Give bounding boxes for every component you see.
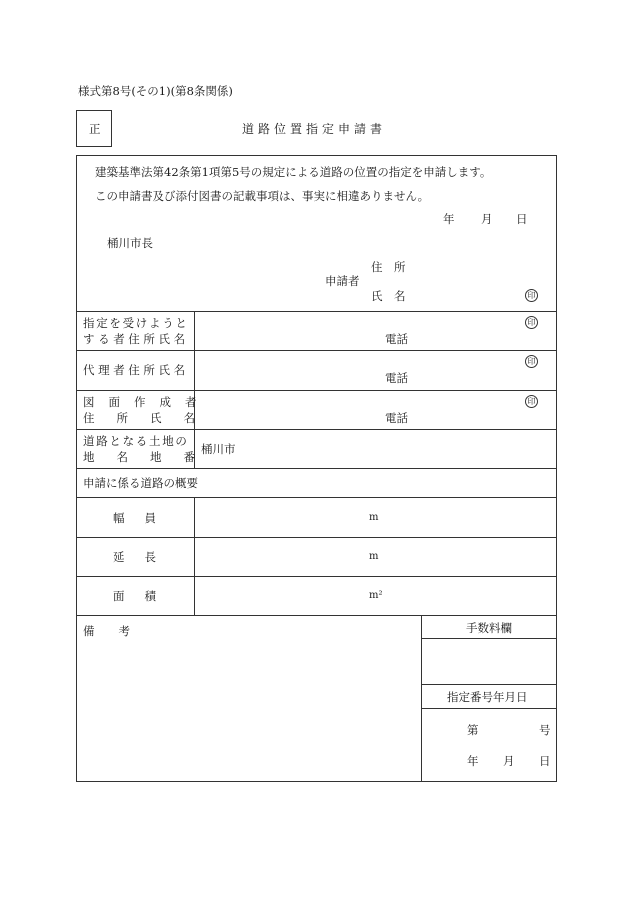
area-input[interactable]: [196, 577, 556, 614]
width-unit: m: [369, 512, 379, 523]
divider: [421, 708, 557, 709]
divider: [194, 497, 195, 615]
applicant-label: 申請者: [325, 274, 360, 288]
agent-label: 代理者住所氏名: [83, 363, 189, 377]
number-prefix: 第: [467, 723, 479, 737]
land-label: 道路となる土地の: [83, 434, 189, 448]
remarks-input[interactable]: [78, 640, 418, 780]
fee-input[interactable]: [423, 640, 556, 683]
drafter-input[interactable]: [196, 391, 521, 427]
width-input[interactable]: [196, 498, 556, 536]
form-number: 様式第8号(その1)(第8条関係): [78, 84, 233, 98]
divider: [76, 468, 557, 469]
seal-icon: 印: [525, 355, 538, 368]
address-label: 住 所: [371, 260, 406, 274]
designee-label: 指定を受けようと: [83, 316, 189, 330]
page-title: 道路位置指定申請書: [242, 122, 387, 136]
date-day: 日: [516, 212, 528, 226]
divider: [76, 429, 557, 430]
drafter-label: [83, 411, 217, 425]
date-month: 月: [481, 212, 493, 226]
divider: [76, 615, 557, 616]
phone-label: 電話: [385, 371, 408, 385]
fee-label: 手数料欄: [466, 621, 512, 635]
area-unit: m²: [369, 590, 383, 601]
length-unit: m: [369, 551, 379, 562]
designation-day: 日: [539, 754, 551, 768]
drafter-label-text: 図面作成者: [83, 395, 211, 409]
intro-declaration: この申請書及び添付図書の記載事項は、事実に相違ありません。: [95, 189, 430, 203]
seal-icon: 印: [525, 289, 538, 302]
length-input[interactable]: [196, 538, 556, 575]
designation-year: 年: [467, 754, 479, 768]
date-year: 年: [443, 212, 455, 226]
seal-icon: 印: [525, 316, 538, 329]
land-value[interactable]: 桶川市: [201, 442, 236, 456]
designee-input[interactable]: [196, 312, 521, 348]
designee-label: する者住所氏名: [83, 332, 189, 346]
designation-label: 指定番号年月日: [447, 690, 528, 704]
copy-mark: 正: [89, 122, 101, 136]
area-label: 面積: [113, 589, 176, 603]
addressee: 桶川市長: [107, 236, 153, 250]
phone-label: 電話: [385, 332, 408, 346]
divider: [421, 615, 422, 782]
remarks-label: 備考: [83, 624, 154, 638]
divider: [194, 311, 195, 468]
overview-label: 申請に係る道路の概要: [83, 476, 198, 490]
intro-statement: 建築基準法第42条第1項第5号の規定による道路の位置の指定を申請します。: [95, 165, 492, 179]
width-label: 幅員: [113, 511, 176, 525]
divider: [421, 638, 557, 639]
phone-label: 電話: [385, 411, 408, 425]
land-label: 地名地番: [83, 450, 217, 464]
agent-input[interactable]: [196, 351, 521, 388]
drafter-label: [83, 395, 211, 409]
divider: [421, 684, 557, 685]
name-label: 氏 名: [371, 289, 406, 303]
designation-month: 月: [503, 754, 515, 768]
number-suffix: 号: [539, 723, 551, 737]
seal-icon: 印: [525, 395, 538, 408]
length-label: 延長: [113, 550, 176, 564]
drafter-label-text: 住所氏名: [83, 411, 217, 425]
